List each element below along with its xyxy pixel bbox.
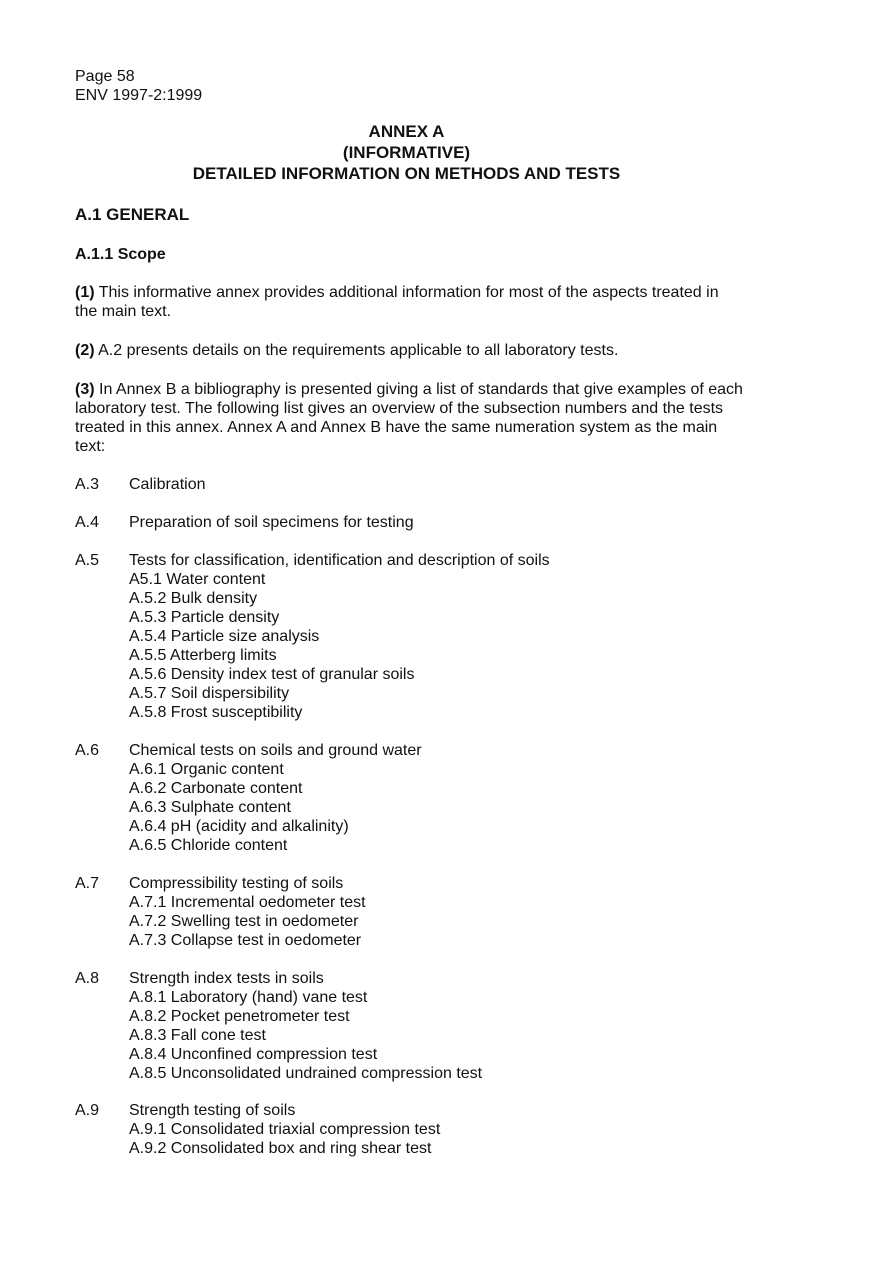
- sub-item: A.6.3 Sulphate content: [129, 799, 291, 816]
- sub-item: A.5.5 Atterberg limits: [129, 647, 277, 664]
- page-header: [75, 67, 202, 105]
- sub-item: A5.1 Water content: [129, 571, 266, 588]
- sub-item: A.5.3 Particle density: [129, 609, 280, 626]
- sub-item: A.5.8 Frost susceptibility: [129, 704, 303, 721]
- page-number: Page 58: [75, 68, 135, 85]
- subsection-number: A.7: [75, 875, 100, 892]
- paragraph-2: [75, 341, 745, 360]
- subsection-title: Tests for classification, identification and description of soils: [129, 552, 550, 569]
- subsection-number: A.4: [75, 514, 100, 531]
- subsection-number: A.5: [75, 552, 100, 569]
- paragraph-number: (2): [75, 342, 95, 359]
- sub-item: A.7.2 Swelling test in oedometer: [129, 913, 359, 930]
- paragraph-text: A.2 presents details on the requirements applicable to all laboratory tests.: [94, 342, 619, 359]
- sub-item: A.5.7 Soil dispersibility: [129, 685, 290, 702]
- paragraph-1: [75, 283, 745, 321]
- section-heading: A.1 GENERAL: [75, 205, 190, 224]
- subsection-title: Strength testing of soils: [129, 1102, 296, 1119]
- paragraph-number: (3): [75, 381, 95, 398]
- sub-item: A.6.1 Organic content: [129, 761, 284, 778]
- sub-item: A.5.4 Particle size analysis: [129, 628, 320, 645]
- sub-item: A.5.6 Density index test of granular soils: [129, 666, 415, 683]
- sub-item: A.8.1 Laboratory (hand) vane test: [129, 989, 368, 1006]
- sub-item: A.7.3 Collapse test in oedometer: [129, 932, 362, 949]
- sub-item: A.9.2 Consolidated box and ring shear test: [129, 1140, 432, 1157]
- sub-item: A.8.2 Pocket penetrometer test: [129, 1008, 350, 1025]
- sub-item: A.9.1 Consolidated triaxial compression test: [129, 1121, 441, 1138]
- sub-item: A.8.3 Fall cone test: [129, 1027, 266, 1044]
- sub-item: A.7.1 Incremental oedometer test: [129, 894, 366, 911]
- subsection-title: Strength index tests in soils: [129, 970, 324, 987]
- sub-item: A.8.5 Unconsolidated undrained compression test: [129, 1065, 483, 1082]
- annex-title: [0, 121, 813, 184]
- annex-title-line-2: (INFORMATIVE): [342, 143, 471, 162]
- paragraph-text: This informative annex provides additional information for most of the aspects treated in the main text.: [75, 284, 719, 320]
- annex-title-line-3: DETAILED INFORMATION ON METHODS AND TESTS: [192, 164, 621, 183]
- subsection-title: Chemical tests on soils and ground water: [129, 742, 422, 759]
- subsection-title: Calibration: [129, 476, 206, 493]
- paragraph-3: [75, 380, 745, 456]
- sub-item: A.6.2 Carbonate content: [129, 780, 303, 797]
- sub-item: A.5.2 Bulk density: [129, 590, 258, 607]
- document-id: ENV 1997-2:1999: [75, 87, 203, 104]
- subsection-number: A.3: [75, 476, 100, 493]
- subsection-heading: A.1.1 Scope: [75, 246, 166, 263]
- paragraph-text: In Annex B a bibliography is presented giving a list of standards that give examples of each laboratory test. The following list gives an overview of the subsection numbers and the tests treated in this annex. Annex A and Annex B have the same numeration system as the main text:: [75, 381, 743, 455]
- subsection-number: A.6: [75, 742, 100, 759]
- subsection-title: Compressibility testing of soils: [129, 875, 344, 892]
- sub-item: A.6.4 pH (acidity and alkalinity): [129, 818, 349, 835]
- sub-item: A.6.5 Chloride content: [129, 837, 288, 854]
- subsection-number: A.8: [75, 970, 100, 987]
- subsection-title: Preparation of soil specimens for testing: [129, 514, 414, 531]
- sub-item: A.8.4 Unconfined compression test: [129, 1046, 378, 1063]
- paragraph-number: (1): [75, 284, 95, 301]
- subsection-number: A.9: [75, 1102, 100, 1119]
- annex-title-line-1: ANNEX A: [368, 122, 445, 141]
